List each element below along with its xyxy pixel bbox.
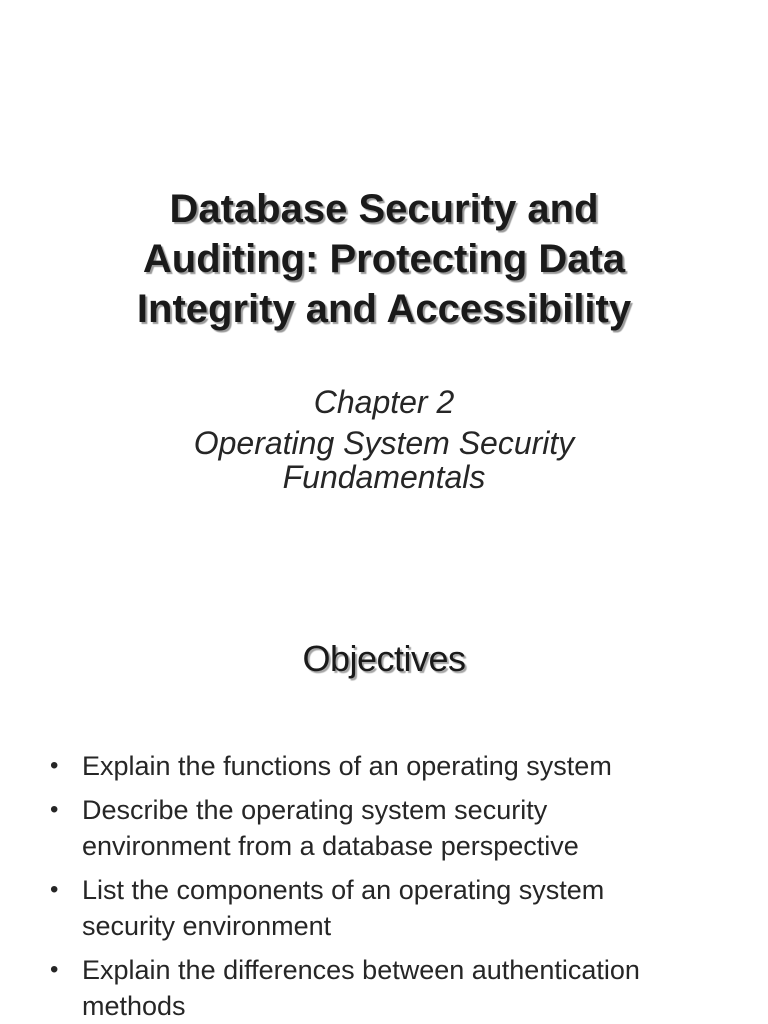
bullet-icon: • — [50, 876, 59, 903]
chapter-label: Chapter 2 — [313, 384, 455, 420]
objective-item — [0, 952, 768, 1024]
bullet-icon: • — [50, 956, 59, 983]
objective-item — [0, 748, 768, 784]
objective-item — [0, 792, 768, 864]
slide-title-line: Database Security and — [169, 187, 599, 231]
chapter-topic-line: Operating System Security — [193, 425, 575, 461]
objective-text: List the components of an operating system — [82, 875, 605, 905]
objectives-heading: Objectives — [302, 638, 466, 679]
slide-subtitle — [0, 382, 768, 494]
bullet-icon: • — [50, 796, 59, 823]
chapter-topic — [0, 426, 768, 494]
objective-text: security environment — [82, 911, 332, 941]
objective-text: environment from a database perspective — [82, 831, 579, 861]
chapter-topic-line: Fundamentals — [282, 459, 486, 495]
objectives-list — [0, 748, 768, 1024]
objective-text: Explain the differences between authentication — [82, 955, 640, 985]
slide-title — [0, 184, 768, 334]
slide-title-line: Auditing: Protecting Data — [142, 237, 626, 281]
slide-title-line: Integrity and Accessibility — [136, 287, 632, 331]
objective-item — [0, 872, 768, 944]
bullet-icon: • — [50, 752, 59, 779]
objective-text: Explain the functions of an operating system — [82, 751, 612, 781]
objective-text: Describe the operating system security — [82, 795, 548, 825]
objective-text: methods — [82, 991, 186, 1021]
